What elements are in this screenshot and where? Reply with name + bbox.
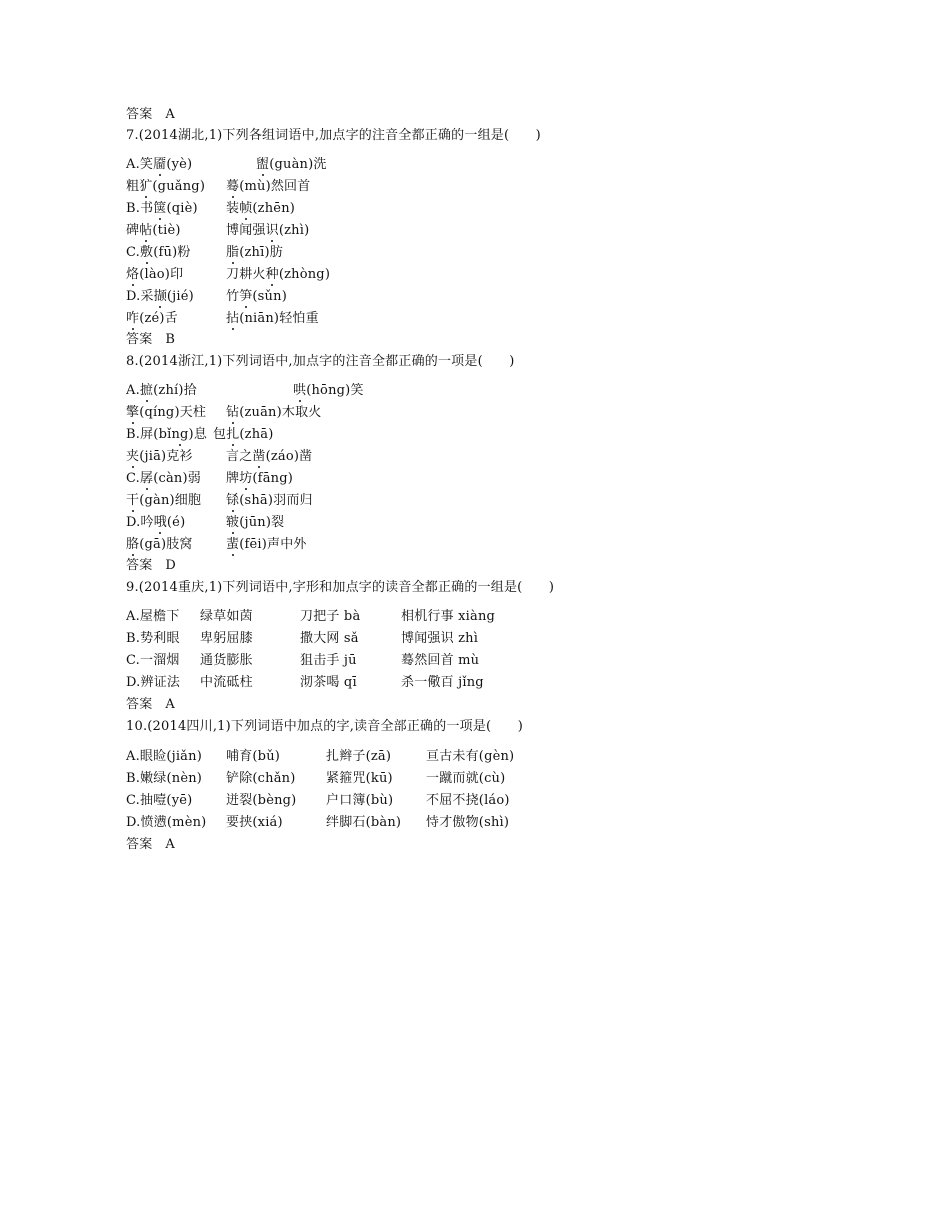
option-term [226, 245, 283, 260]
option-column [126, 245, 191, 261]
term-suffix: (yè) [166, 157, 193, 172]
option-cell: 蓦然回首 mù [401, 653, 480, 668]
option-column [226, 405, 322, 421]
option-term [226, 405, 322, 420]
option-column [126, 515, 185, 531]
term-suffix: (guàn)洗 [269, 157, 327, 172]
dotted-character: 干 [126, 493, 140, 508]
option-cell: 杀一儆百 jǐng [401, 675, 484, 690]
term-prefix: B.屏 [126, 427, 154, 442]
option-term [126, 471, 201, 486]
term-suffix: (zhēn) [252, 201, 296, 216]
dotted-character: 帖 [139, 223, 153, 238]
option-cell: 迸裂(bèng) [226, 793, 297, 808]
term-suffix: (jié) [166, 289, 194, 304]
option-column [226, 515, 284, 531]
term-suffix: (sǔn) [252, 289, 287, 304]
option-column [126, 405, 206, 421]
answer-line-q6 [126, 107, 175, 123]
option-cell: 沏茶喝 qī [300, 675, 357, 690]
term-suffix: (gàn)细胞 [139, 493, 202, 508]
option-term [126, 537, 193, 552]
option-cell: 扎辫子(zā) [326, 749, 392, 764]
option-column [256, 157, 327, 173]
term-prefix: D.吟 [126, 515, 154, 530]
term-suffix: (gā)肢窝 [139, 537, 193, 552]
dotted-character: 哦 [153, 515, 167, 530]
dotted-character: 撷 [153, 289, 167, 304]
answer-label: 答案 [126, 697, 153, 712]
dotted-character: 种 [265, 267, 279, 282]
answer-label: 答案 [126, 837, 153, 852]
option-term [226, 201, 295, 216]
term-suffix: (é) [166, 515, 186, 530]
dotted-character: 凿 [252, 449, 266, 464]
term-prefix: C. [126, 471, 141, 486]
dotted-character: 拈 [226, 311, 240, 326]
term-suffix: (zhòng) [278, 267, 331, 282]
dotted-character: 坊 [239, 471, 253, 486]
term-suffix: (hōng)笑 [306, 383, 364, 398]
question-stem-7: 7.(2014湖北,1)下列各组词语中,加点字的注音全都正确的一组是( ) [126, 128, 541, 143]
dotted-character: 咋 [126, 311, 140, 326]
option-cell: 恃才傲物(shì) [426, 815, 510, 830]
answer-line-q7 [126, 332, 175, 348]
option-term [126, 223, 181, 238]
option-term [226, 267, 330, 282]
option-cell: D.愤懑(mèn) [126, 815, 207, 830]
question-stem-8: 8.(2014浙江,1)下列词语中,加点字的注音全都正确的一项是( ) [126, 354, 515, 369]
dotted-character: 夹 [126, 449, 140, 464]
option-term [293, 383, 364, 398]
option-column [226, 493, 313, 509]
term-suffix: (fēi)声中外 [239, 537, 307, 552]
option-cell: 铲除(chǎn) [226, 771, 296, 786]
option-column [226, 179, 310, 195]
term-prefix: 刀耕火 [226, 267, 266, 282]
dotted-character: 钻 [226, 405, 240, 420]
dotted-character: 脂 [226, 245, 240, 260]
term-prefix: B.书 [126, 201, 154, 216]
term-prefix: A. [126, 383, 140, 398]
option-term [226, 289, 287, 304]
option-column [126, 157, 192, 173]
option-column [126, 223, 181, 239]
dotted-character: 烙 [126, 267, 140, 282]
option-term [126, 427, 207, 442]
option-column [126, 267, 183, 283]
option-term [126, 157, 192, 172]
term-suffix: (shā)羽而归 [239, 493, 313, 508]
option-column [226, 223, 309, 239]
option-column [126, 383, 197, 399]
option-cell: 绿草如茵 [200, 609, 253, 624]
term-suffix: (jūn)裂 [239, 515, 285, 530]
option-term [126, 449, 193, 464]
term-prefix: 碑 [126, 223, 140, 238]
term-prefix: A.笑 [126, 157, 154, 172]
option-term [226, 311, 319, 326]
option-column [226, 289, 287, 305]
option-cell: A.屋檐下 [126, 609, 180, 624]
term-prefix: 装 [226, 201, 240, 216]
option-term [126, 515, 185, 530]
term-suffix: (mù)然回首 [239, 179, 311, 194]
option-cell: 户口簿(bù) [326, 793, 394, 808]
dotted-character: 靥 [153, 157, 167, 172]
option-column [126, 427, 207, 443]
answer-value: B [165, 332, 176, 347]
dotted-character: 孱 [140, 471, 154, 486]
option-cell: 博闻强识 zhì [401, 631, 479, 646]
term-suffix: (jiā)克衫 [139, 449, 193, 464]
option-term [126, 289, 194, 304]
dotted-character: 识 [265, 223, 279, 238]
answer-line-q10 [126, 837, 175, 853]
dotted-character: 擎 [126, 405, 140, 420]
option-cell: B.嫩绿(nèn) [126, 771, 203, 786]
term-suffix: (fū)粉 [153, 245, 191, 260]
option-column [126, 201, 198, 217]
option-term [126, 179, 205, 194]
term-prefix: 粗 [126, 179, 140, 194]
question-stem-9: 9.(2014重庆,1)下列词语中,字形和加点字的读音全都正确的一组是( ) [126, 580, 555, 595]
term-prefix: 牌 [226, 471, 240, 486]
dotted-character: 敷 [140, 245, 154, 260]
option-cell: 要挟(xiá) [226, 815, 283, 830]
option-column [293, 383, 364, 399]
dotted-character: 铩 [226, 493, 240, 508]
term-suffix: (qíng)天柱 [139, 405, 207, 420]
option-term [256, 157, 327, 172]
answer-value: D [165, 558, 177, 573]
dotted-character: (bǐng)息 [153, 427, 208, 442]
option-term [126, 311, 178, 326]
dotted-character: 帧 [239, 201, 253, 216]
option-term [226, 493, 313, 508]
term-prefix: 竹 [226, 289, 240, 304]
dotted-character: 蜚 [226, 537, 240, 552]
option-term [226, 223, 309, 238]
option-term [126, 383, 197, 398]
term-suffix: (fāng) [252, 471, 294, 486]
term-suffix: (tiè) [152, 223, 181, 238]
option-column [126, 493, 201, 509]
term-suffix: (niān)轻怕重 [239, 311, 319, 326]
option-column [226, 449, 312, 465]
term-prefix: 包 [213, 427, 227, 442]
dotted-character: 蓦 [226, 179, 240, 194]
option-column [126, 537, 193, 553]
option-term [226, 449, 312, 464]
option-column [226, 201, 295, 217]
option-cell: 哺育(bǔ) [226, 749, 281, 764]
option-term [226, 515, 284, 530]
option-column [226, 471, 293, 487]
option-cell: 紧箍咒(kū) [326, 771, 393, 786]
dotted-character: 哄 [293, 383, 307, 398]
answer-value: A [165, 107, 175, 122]
answer-value: A [165, 837, 175, 852]
option-cell: 不屈不挠(láo) [426, 793, 510, 808]
dotted-character: 箧 [153, 201, 167, 216]
term-suffix: (záo)凿 [265, 449, 313, 464]
option-column [126, 311, 178, 327]
option-term [126, 493, 201, 508]
term-prefix: 言之 [226, 449, 253, 464]
dotted-character: 扎 [226, 427, 240, 442]
dotted-character: 盥 [256, 157, 270, 172]
option-cell: 绊脚石(bàn) [326, 815, 402, 830]
answer-label: 答案 [126, 558, 153, 573]
option-cell: C.抽噎(yē) [126, 793, 193, 808]
term-suffix: (qiè) [166, 201, 198, 216]
option-column [226, 267, 330, 283]
dotted-character: 摭 [139, 383, 154, 398]
option-term [126, 245, 191, 260]
option-term [226, 471, 293, 486]
option-term [126, 201, 198, 216]
dotted-character: 笋 [239, 289, 253, 304]
option-cell: 中流砥柱 [200, 675, 253, 690]
term-suffix: (lào)印 [139, 267, 184, 282]
answer-label: 答案 [126, 332, 153, 347]
option-column [226, 537, 307, 553]
answer-line-q8 [126, 558, 176, 574]
option-cell: 一蹴而就(cù) [426, 771, 506, 786]
option-column [126, 289, 194, 305]
option-term [126, 267, 183, 282]
dotted-character: 皲 [226, 515, 240, 530]
option-cell: 撒大网 sǎ [300, 631, 359, 646]
option-term [226, 537, 307, 552]
option-cell: 刀把子 bà [300, 609, 361, 624]
option-cell: D.辨证法 [126, 675, 181, 690]
answer-value: A [165, 697, 175, 712]
dotted-character: 犷 [139, 179, 153, 194]
option-cell: B.势利眼 [126, 631, 180, 646]
option-term [213, 427, 274, 442]
term-suffix: (guǎng) [152, 179, 206, 194]
option-cell: 狙击手 jū [300, 653, 357, 668]
option-cell: 相机行事 xiàng [401, 609, 496, 624]
option-column [126, 179, 205, 195]
term-suffix: (zé)舌 [139, 311, 178, 326]
term-suffix: (zhí)拾 [153, 383, 197, 398]
term-prefix: D.采 [126, 289, 154, 304]
answer-label: 答案 [126, 107, 153, 122]
answer-line-q9 [126, 697, 175, 713]
option-column [226, 311, 319, 327]
option-column [226, 245, 283, 261]
option-term [226, 179, 310, 194]
term-prefix: 博闻强 [226, 223, 266, 238]
term-suffix: (zhī)肪 [239, 245, 283, 260]
term-suffix: (zuān)木取火 [239, 405, 322, 420]
term-suffix: (zhā) [239, 427, 274, 442]
option-cell: 通货膨胀 [200, 653, 253, 668]
term-prefix: C. [126, 245, 141, 260]
option-cell: A.眼睑(jiǎn) [126, 749, 202, 764]
option-column [213, 427, 274, 443]
term-suffix: (zhì) [278, 223, 310, 238]
option-column [126, 471, 201, 487]
option-cell: C.一溜烟 [126, 653, 180, 668]
option-term [126, 405, 206, 420]
question-stem-10: 10.(2014四川,1)下列词语中加点的字,读音全部正确的一项是( ) [126, 719, 523, 734]
dotted-character: 胳 [126, 537, 140, 552]
option-column [126, 449, 193, 465]
option-cell: 亘古未有(gèn) [426, 749, 515, 764]
option-cell: 卑躬屈膝 [200, 631, 253, 646]
term-suffix: (càn)弱 [153, 471, 201, 486]
